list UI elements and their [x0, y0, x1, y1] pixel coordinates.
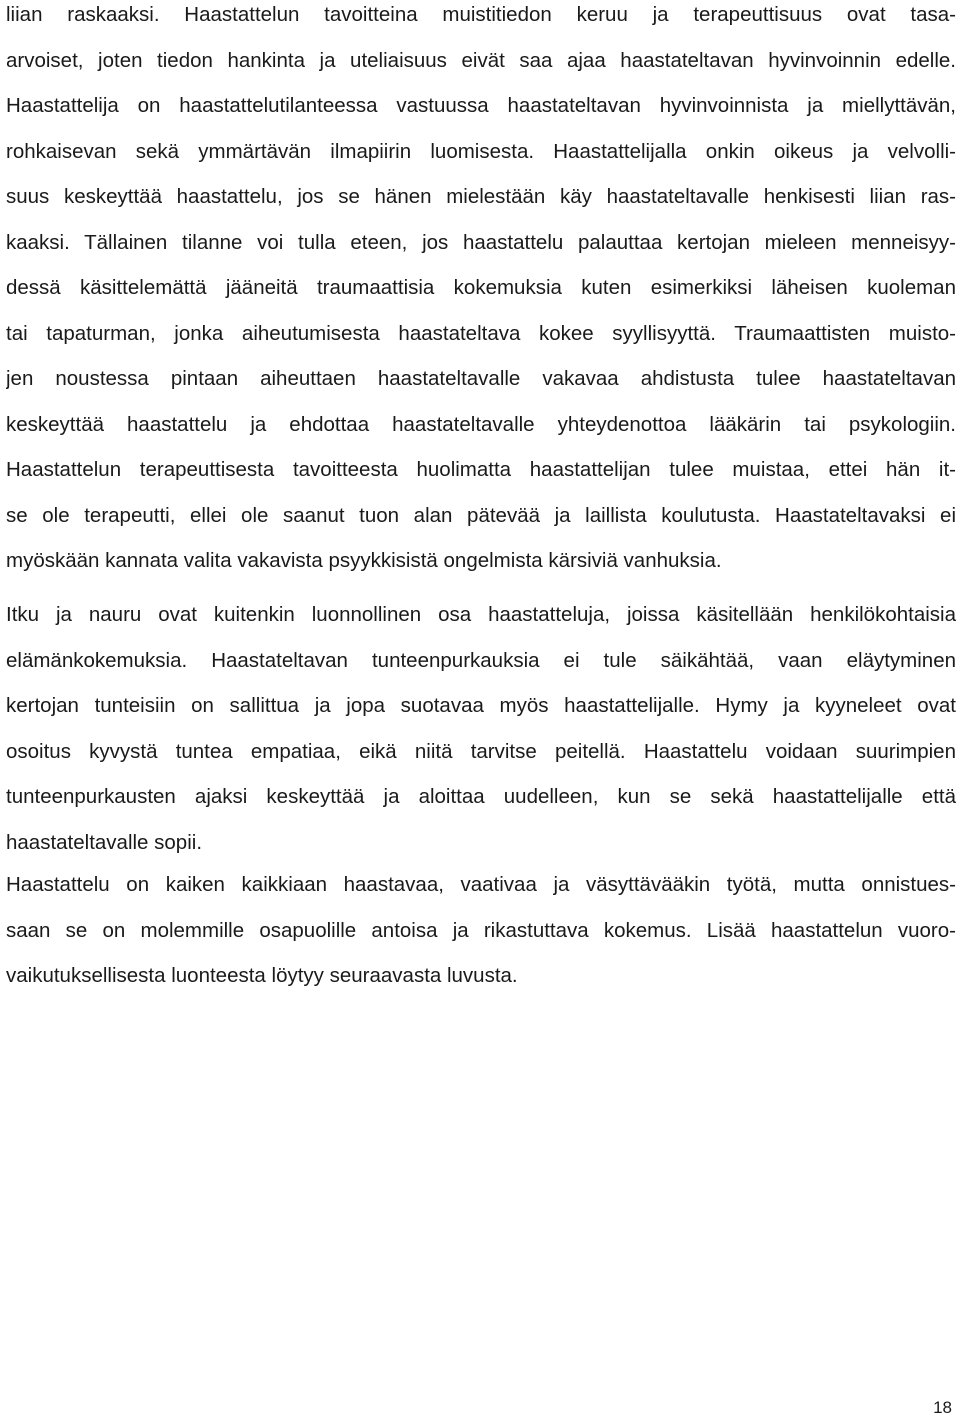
text-line: se ole terapeutti, ellei ole saanut tuon alan pätevää ja laillista koulutusta. Haastateltavaksi ei [6, 504, 956, 527]
text-line: arvoiset, joten tiedon hankinta ja uteliaisuus eivät saa ajaa haastateltavan hyvinvoinnin edelle. [6, 49, 956, 72]
text-line: suus keskeyttää haastattelu, jos se hänen mielestään käy haastateltavalle henkisesti liian ras- [6, 185, 956, 208]
text-line: haastateltavalle sopii. [6, 831, 203, 854]
text-line: keskeyttää haastattelu ja ehdottaa haastateltavalle yhteydenottoa lääkärin tai psykologiin. [6, 413, 956, 436]
text-line: elämänkokemuksia. Haastateltavan tunteenpurkauksia ei tule säikähtää, vaan eläytyminen [6, 649, 956, 672]
text-line: tunteenpurkausten ajaksi keskeyttää ja aloittaa uudelleen, kun se sekä haastattelijalle että [6, 785, 956, 808]
text-line: Haastattelija on haastattelutilanteessa vastuussa haastateltavan hyvinvoinnista ja miellyttävän, [6, 94, 956, 117]
text-line: dessä käsittelemättä jääneitä traumaattisia kokemuksia kuten esimerkiksi läheisen kuoleman [6, 276, 956, 299]
text-line: Itku ja nauru ovat kuitenkin luonnollinen osa haastatteluja, joissa käsitellään henkilökohtaisia [6, 603, 956, 626]
text-line: vaikutuksellisesta luonteesta löytyy seuraavasta luvusta. [6, 964, 518, 987]
text-line: kertojan tunteisiin on sallittua ja jopa suotavaa myös haastattelijalle. Hymy ja kyyneleet ovat [6, 694, 956, 717]
text-line: Haastattelu on kaiken kaikkiaan haastavaa, vaativaa ja väsyttävääkin työtä, mutta onnistues- [6, 873, 956, 896]
text-line: Haastattelun terapeuttisesta tavoitteesta huolimatta haastattelijan tulee muistaa, ettei hän it- [6, 458, 956, 481]
page-number: 18 [933, 1398, 952, 1417]
text-line: liian raskaaksi. Haastattelun tavoitteina muistitiedon keruu ja terapeuttisuus ovat tasa- [6, 3, 956, 26]
text-line: tai tapaturman, jonka aiheutumisesta haastateltava kokee syyllisyyttä. Traumaattisten muisto- [6, 322, 956, 345]
text-line: myöskään kannata valita vakavista psyykkisistä ongelmista kärsiviä vanhuksia. [6, 549, 722, 572]
text-line: saan se on molemmille osapuolille antoisa ja rikastuttava kokemus. Lisää haastattelun vuoro- [6, 919, 956, 942]
text-line: rohkaisevan sekä ymmärtävän ilmapiirin luomisesta. Haastattelijalla onkin oikeus ja velvolli- [6, 140, 956, 163]
text-line: kaaksi. Tällainen tilanne voi tulla eteen, jos haastattelu palauttaa kertojan mieleen menneisyy- [6, 231, 956, 254]
text-line: osoitus kyvystä tuntea empatiaa, eikä niitä tarvitse peitellä. Haastattelu voidaan suurimpien [6, 740, 956, 763]
text-line: jen noustessa pintaan aiheuttaen haastateltavalle vakavaa ahdistusta tulee haastateltavan [6, 367, 956, 390]
